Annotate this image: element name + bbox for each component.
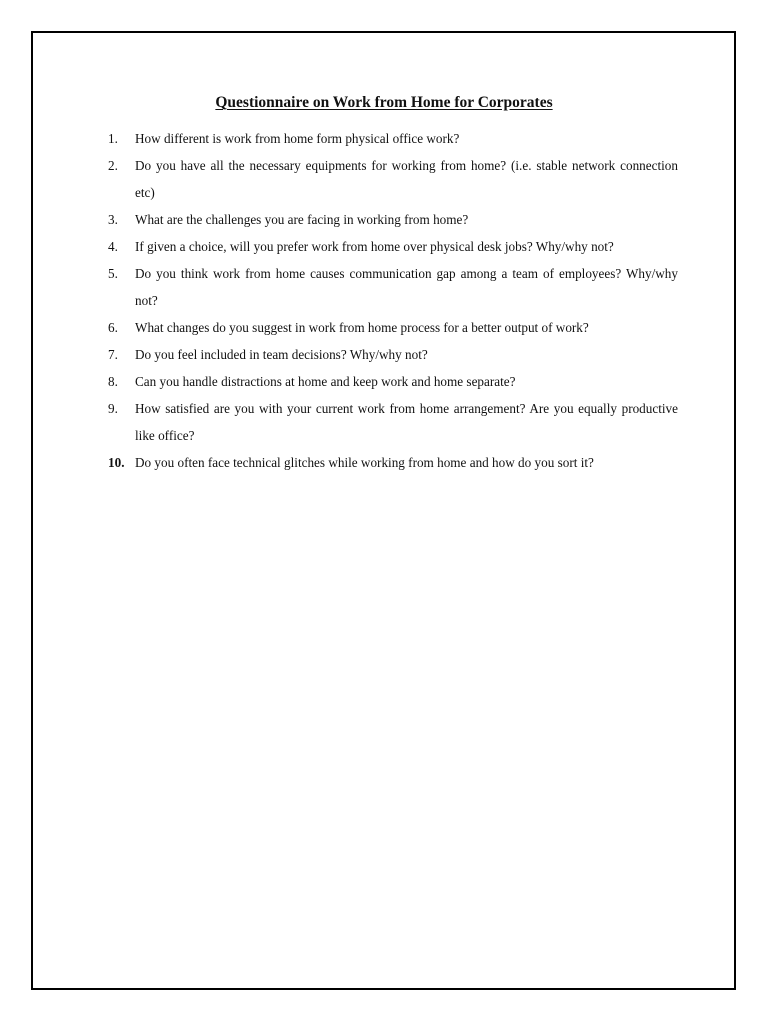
question-text: Do you feel included in team decisions? Why/why not? bbox=[135, 347, 428, 362]
question-item bbox=[108, 314, 678, 341]
question-number: 1. bbox=[108, 131, 118, 146]
question-text: How different is work from home form physical office work? bbox=[135, 131, 460, 146]
question-number: 5. bbox=[108, 266, 118, 281]
question-number: 6. bbox=[108, 320, 118, 335]
question-text: Do you think work from home causes communication gap among a team of employees? Why/why not? bbox=[135, 266, 678, 308]
question-text: Do you have all the necessary equipments for working from home? (i.e. stable network connection etc) bbox=[135, 158, 678, 200]
questions-list bbox=[108, 125, 678, 476]
question-number: 10. bbox=[108, 455, 125, 470]
question-number: 8. bbox=[108, 374, 118, 389]
question-text: If given a choice, will you prefer work from home over physical desk jobs? Why/why not? bbox=[135, 239, 614, 254]
question-item bbox=[108, 125, 678, 152]
question-text: Can you handle distractions at home and keep work and home separate? bbox=[135, 374, 516, 389]
question-text: Do you often face technical glitches while working from home and how do you sort it? bbox=[135, 455, 594, 470]
question-number: 4. bbox=[108, 239, 118, 254]
question-number: 2. bbox=[108, 158, 118, 173]
question-number: 3. bbox=[108, 212, 118, 227]
question-item bbox=[108, 395, 678, 449]
question-item bbox=[108, 449, 678, 476]
question-text: What changes do you suggest in work from home process for a better output of work? bbox=[135, 320, 589, 335]
question-number: 9. bbox=[108, 401, 118, 416]
question-item bbox=[108, 260, 678, 314]
question-text: How satisfied are you with your current work from home arrangement? Are you equally productive like office? bbox=[135, 401, 678, 443]
question-text: What are the challenges you are facing in working from home? bbox=[135, 212, 469, 227]
question-item bbox=[108, 368, 678, 395]
question-number: 7. bbox=[108, 347, 118, 362]
question-item bbox=[108, 341, 678, 368]
question-item bbox=[108, 233, 678, 260]
document-title: Questionnaire on Work from Home for Corporates bbox=[215, 94, 553, 111]
question-item bbox=[108, 152, 678, 206]
question-item bbox=[108, 206, 678, 233]
